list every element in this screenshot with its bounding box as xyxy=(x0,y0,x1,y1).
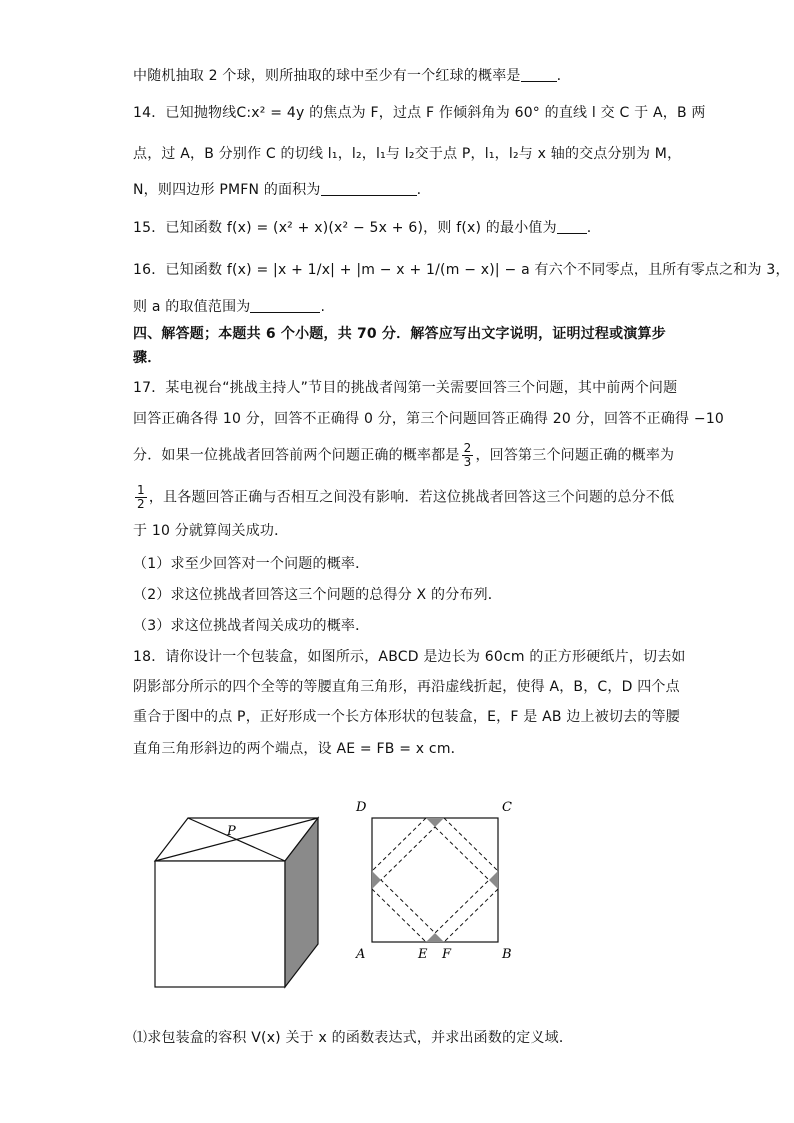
box-figure xyxy=(155,818,318,987)
label-e: E xyxy=(418,947,428,962)
q17-sub1: （1）求至少回答对一个问题的概率． xyxy=(133,556,370,572)
square-sheet-figure xyxy=(372,818,498,942)
q14-line1: 14．已知抛物线C:x² = 4y 的焦点为 F，过点 F 作倾斜角为 60° 的直线 l 交 C 于 A，B 两 xyxy=(133,105,706,121)
q15: 15．已知函数 f(x) = (x² + x)(x² − 5x + 6)，则 f(x) 的最小值为 . xyxy=(133,220,592,236)
q16-line2: 则 a 的取值范围为 . xyxy=(133,299,326,315)
q18-line3: 重合于图中的点 P，正好形成一个长方体形状的包装盒，E，F 是 AB 边上被切去的等腰 xyxy=(133,709,680,725)
box-front-face xyxy=(155,861,285,987)
q18-line2: 阴影部分所示的四个全等的等腰直角三角形，再沿虚线折起，使得 A，B，C，D 四个点 xyxy=(133,679,680,695)
q18-sub1: ⑴求包装盒的容积 V(x) 关于 x 的函数表达式，并求出函数的定义域． xyxy=(133,1030,574,1046)
q14-line3: N，则四边形 PMFN 的面积为 . xyxy=(133,182,422,198)
square-outline xyxy=(372,818,498,942)
q17-line4: $\frac{1}{2}$ ，且各题回答正确与否相互之间没有影响．若这位挑战者回答这三个问题的总分不低 xyxy=(137,483,675,511)
answer-blank[interactable] xyxy=(557,219,587,234)
answer-blank[interactable] xyxy=(250,298,320,313)
label-d: D xyxy=(356,800,367,815)
q17-line1: 17．某电视台“挑战主持人”节目的挑战者闯第一关需要回答三个问题，其中前两个问题 xyxy=(133,380,678,396)
answer-blank[interactable] xyxy=(321,181,417,196)
q14-line2: 点，过 A，B 分别作 C 的切线 l₁，l₂，l₁与 l₂交于点 P，l₁，l₂与 x 轴的交点分别为 M， xyxy=(133,146,682,162)
q17-line5: 于 10 分就算闯关成功． xyxy=(133,523,289,539)
q17-line3: 分．如果一位挑战者回答前两个问题正确的概率都是 $\frac{2}{3}$ ，回答第三个问题正确的概率为 xyxy=(133,441,675,469)
label-p: P xyxy=(227,824,236,839)
q17-sub2: （2）求这位挑战者回答这三个问题的总得分 X 的分布列． xyxy=(133,587,502,603)
fraction-two-thirds: $\frac{2}{3}$ xyxy=(463,441,472,469)
q13-tail: 中随机抽取 2 个球，则所抽取的球中至少有一个红球的概率是 . xyxy=(133,68,562,84)
label-a: A xyxy=(356,947,366,962)
q18-line4: 直角三角形斜边的两个端点，设 AE = FB = x cm． xyxy=(133,741,465,757)
label-c: C xyxy=(502,800,512,815)
q18-line1: 18．请你设计一个包装盒，如图所示，ABCD 是边长为 60cm 的正方形硬纸片，切去如 xyxy=(133,649,686,665)
label-b: B xyxy=(502,947,512,962)
q17-sub3: （3）求这位挑战者闯关成功的概率． xyxy=(133,618,370,634)
q17-line2: 回答正确各得 10 分，回答不正确得 0 分，第三个问题回答正确得 20 分，回答不正确得 −10 xyxy=(133,411,725,427)
fraction-one-half: $\frac{1}{2}$ xyxy=(137,483,145,511)
section4-heading-line1: 四、解答题；本题共 6 个小题，共 70 分．解答应写出文字说明，证明过程或演算步 xyxy=(133,326,666,342)
answer-blank[interactable] xyxy=(521,67,557,82)
section4-heading-line2: 骤． xyxy=(133,350,162,366)
q16-line1: 16．已知函数 f(x) = |x + 1/x| + |m − x + 1/(m − x)| − a 有六个不同零点，且所有零点之和为 3， xyxy=(133,262,790,278)
q18-figure xyxy=(140,790,540,1010)
label-f: F xyxy=(442,947,452,962)
